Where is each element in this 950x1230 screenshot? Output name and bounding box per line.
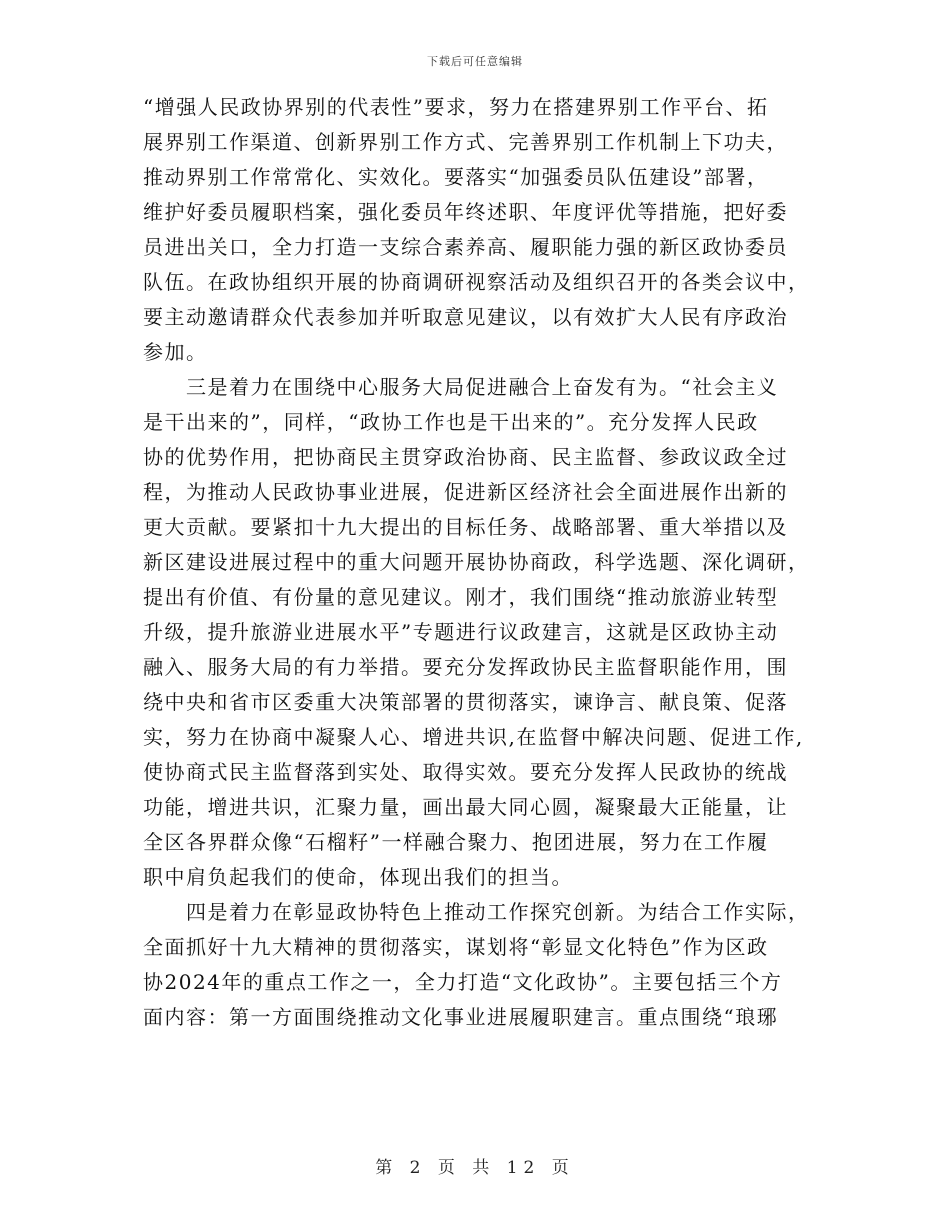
- text-line: 维护好委员履职档案，强化委员年终述职、年度评优等措施，把好委: [143, 200, 788, 224]
- text-line: 绕中央和省市区委重大决策部署的贯彻落实，谏诤言、献良策、促落: [143, 690, 788, 714]
- text-line: 是干出来的”，同样，“政协工作也是干出来的”。充分发挥人民政: [143, 410, 759, 434]
- text-line: 推动界别工作常常化、实效化。要落实“加强委员队伍建设”部署，: [143, 165, 769, 189]
- text-line: 面内容：第一方面围绕推动文化事业进展履职建言。重点围绕“琅琊: [143, 1005, 779, 1029]
- text-line: 更大贡献。要紧扣十九大提出的目标任务、战略部署、重大举措以及: [143, 515, 788, 539]
- page-header: 下载后可任意编辑: [427, 55, 523, 68]
- text-line: 全面抓好十九大精神的贯彻落实，谋划将“彰显文化特色”作为区政: [143, 935, 769, 959]
- text-line: 展界别工作渠道、创新界别工作方式、完善界别工作机制上下功夫，: [143, 130, 788, 154]
- text-line: 参加。: [143, 340, 208, 364]
- text-line: 升级，提升旅游业进展水平”专题进行议政建言，这就是区政协主动: [143, 620, 779, 644]
- text-line: “增强人民政协界别的代表性”要求，努力在搭建界别工作平台、拓: [143, 95, 769, 119]
- text-line: 融入、服务大局的有力举措。要充分发挥政协民主监督职能作用，围: [143, 655, 788, 679]
- text-line: 协的优势作用，把协商民主贯穿政治协商、民主监督、参政议政全过: [143, 445, 788, 469]
- text-line: 提出有价值、有份量的意见建议。刚才，我们围绕“推动旅游业转型: [143, 585, 779, 609]
- text-line: 要主动邀请群众代表参加并听取意见建议，以有效扩大人民有序政治: [143, 305, 788, 329]
- page-footer: 第 2 页 共 12 页: [375, 1158, 575, 1178]
- text-line: 队伍。在政协组织开展的协商调研视察活动及组织召开的各类会议中，: [143, 270, 810, 294]
- text-line: 实，努力在协商中凝聚人心、增进共识,在监督中解决问题、促进工作,: [143, 725, 804, 749]
- text-line: 四是着力在彰显政协特色上推动工作探究创新。为结合工作实际，: [143, 900, 810, 924]
- text-line: 程，为推动人民政协事业进展，促进新区经济社会全面进展作出新的: [143, 480, 788, 504]
- text-line: 三是着力在围绕中心服务大局促进融合上奋发有为。“社会主义: [143, 375, 779, 399]
- text-line: 职中肩负起我们的使命，体现出我们的担当。: [143, 865, 573, 889]
- text-line: 功能，增进共识，汇聚力量，画出最大同心圆，凝聚最大正能量，让: [143, 795, 788, 819]
- text-line: 全区各界群众像“石榴籽”一样融合聚力、抱团进展，努力在工作履: [143, 830, 769, 854]
- text-line: 协2024年的重点工作之一，全力打造“文化政协”。主要包括三个方: [143, 970, 783, 994]
- text-line: 新区建设进展过程中的重大问题开展协协商政，科学选题、深化调研，: [143, 550, 810, 574]
- text-line: 使协商式民主监督落到实处、取得实效。要充分发挥人民政协的统战: [143, 760, 788, 784]
- text-line: 员进出关口，全力打造一支综合素养高、履职能力强的新区政协委员: [143, 235, 788, 259]
- document-body: [143, 90, 813, 1035]
